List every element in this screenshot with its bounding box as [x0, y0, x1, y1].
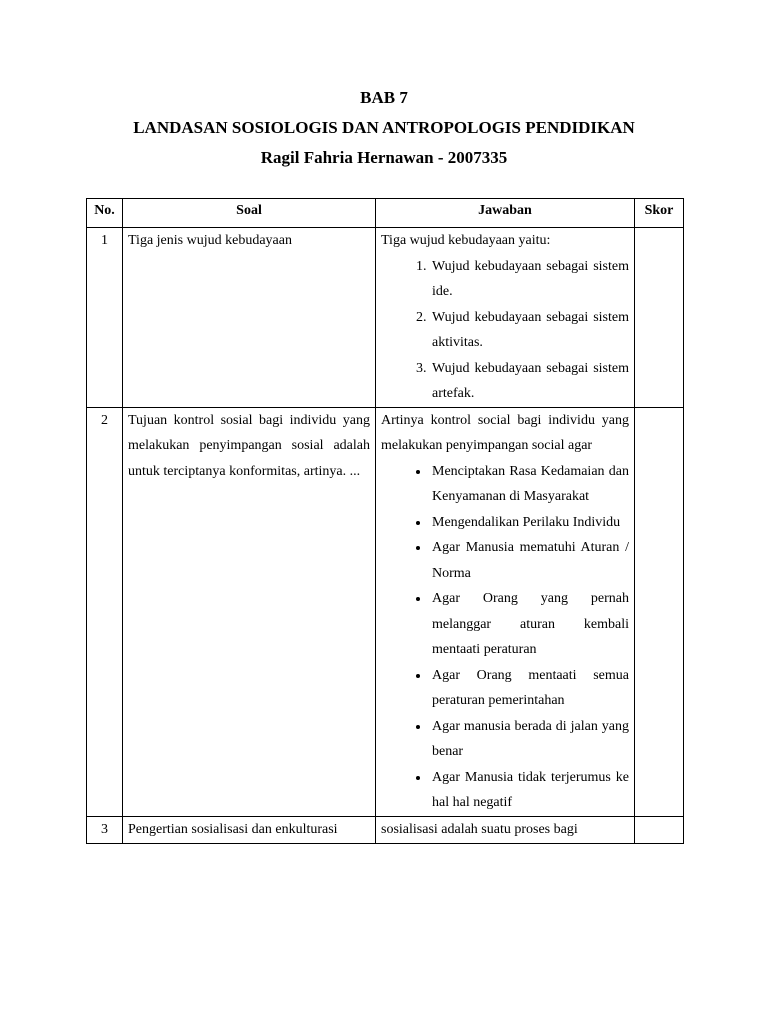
answer-cell — [376, 228, 635, 408]
column-header-no: No. — [87, 199, 123, 228]
column-header-skor: Skor — [635, 199, 684, 228]
score-cell — [635, 816, 684, 843]
list-item: • Agar Manusia mematuhi Aturan / Norma — [430, 535, 629, 586]
column-header-jawaban: Jawaban — [376, 199, 635, 228]
list-item: • Agar Orang yang pernah melanggar aturan kembali mentaati peraturan — [430, 586, 629, 663]
question-cell: Tiga jenis wujud kebudayaan — [123, 228, 376, 408]
list-item: • Agar manusia berada di jalan yang benar — [430, 714, 629, 765]
answer-cell — [376, 816, 635, 843]
question-cell: Tujuan kontrol sosial bagi individu yang melakukan penyimpangan sosial adalah untuk terciptanya konformitas, artinya. ... — [123, 407, 376, 816]
list-item: • Agar Manusia tidak terjerumus ke hal hal negatif — [430, 765, 629, 816]
qa-table — [86, 198, 684, 844]
answer-intro: Artinya kontrol social bagi individu yang melakukan penyimpangan social agar — [381, 412, 629, 453]
table-row — [87, 816, 684, 843]
answer-intro: Tiga wujud kebudayaan yaitu: — [381, 233, 551, 248]
table-row — [87, 407, 684, 816]
score-cell — [635, 407, 684, 816]
column-header-soal: Soal — [123, 199, 376, 228]
question-cell: Pengertian sosialisasi dan enkulturasi — [123, 816, 376, 843]
row-number: 3 — [87, 816, 123, 843]
answer-numbered-list — [381, 254, 629, 407]
row-number: 2 — [87, 407, 123, 816]
answer-cell — [376, 407, 635, 816]
table-header-row — [87, 199, 684, 228]
list-item: 2. Wujud kebudayaan sebagai sistem aktivitas. — [430, 305, 629, 356]
list-item: 1. Wujud kebudayaan sebagai sistem ide. — [430, 254, 629, 305]
list-item: • Menciptakan Rasa Kedamaian dan Kenyamanan di Masyarakat — [430, 459, 629, 510]
chapter-heading: BAB 7 — [360, 88, 408, 107]
row-number: 1 — [87, 228, 123, 408]
list-item: • Agar Orang mentaati semua peraturan pemerintahan — [430, 663, 629, 714]
author-line: Ragil Fahria Hernawan - 2007335 — [260, 148, 508, 167]
answer-bullet-list — [381, 459, 629, 816]
score-cell — [635, 228, 684, 408]
list-item: 3. Wujud kebudayaan sebagai sistem artefak. — [430, 356, 629, 407]
table-row — [87, 228, 684, 408]
answer-intro: sosialisasi adalah suatu proses bagi — [381, 821, 578, 837]
document-title: LANDASAN SOSIOLOGIS DAN ANTROPOLOGIS PENDIDIKAN — [133, 118, 635, 137]
list-item: • Mengendalikan Perilaku Individu — [430, 510, 629, 536]
